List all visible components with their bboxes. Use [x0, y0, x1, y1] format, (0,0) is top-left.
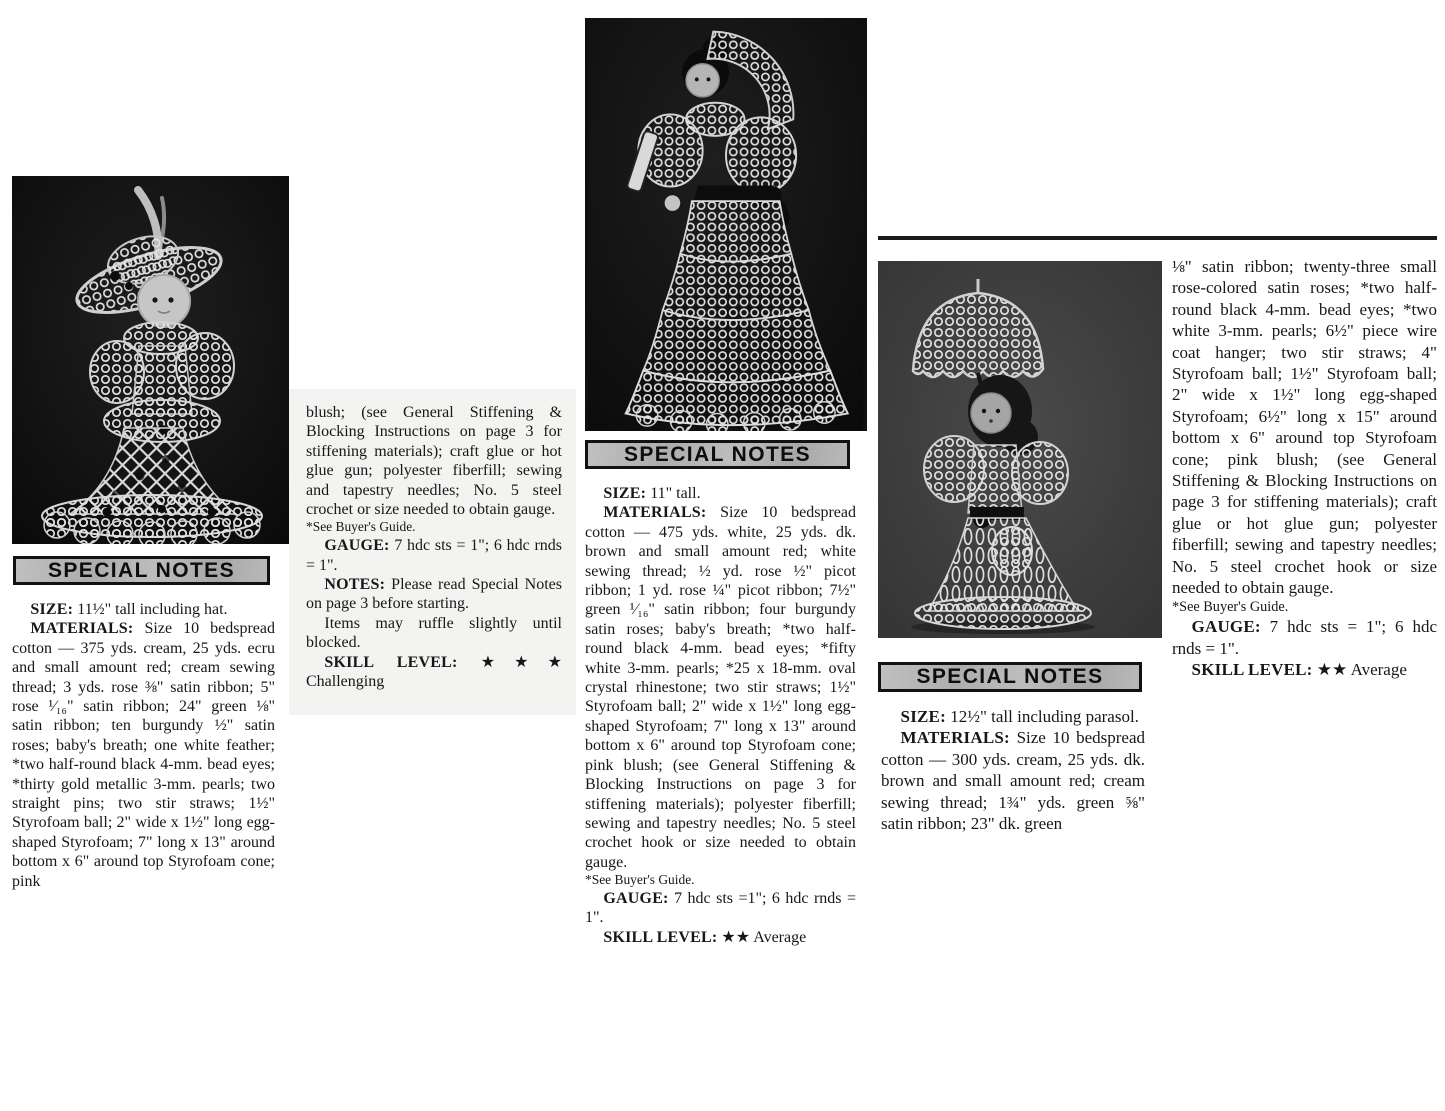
materials-label: MATERIALS: [900, 728, 1010, 748]
pattern2-buyers-guide-note: *See Buyer's Guide. [585, 872, 695, 888]
pattern1-size-line: SIZE: 11½" tall including hat. [30, 601, 228, 618]
size-label: SIZE: [900, 707, 946, 726]
special-notes-header-1 [13, 556, 270, 585]
pattern1-notes-2: Items may ruffle slightly until blocked. [306, 614, 562, 652]
pattern2-gauge: GAUGE: 7 hdc sts =1"; 6 hdc rnds = 1". [585, 889, 856, 927]
doll-tiered-gown-illustration [585, 18, 867, 431]
pattern1-skill-level: SKILL LEVEL: ★★★ Challenging [306, 653, 562, 691]
pattern1-notes: NOTES: Please read Special Notes on page 3 before starting. [306, 576, 562, 613]
materials-label: MATERIALS: [603, 504, 707, 522]
pattern3-materials: MATERIALS: Size 10 bedspread cotton — 300 yds. cream, 25 yds. dk. brown and small amount red; cream sewing thread; 1¾" yds. green ⅝" satin ribbon; 23" dk. green [881, 728, 1146, 834]
gauge-label: GAUGE: [324, 537, 390, 555]
pattern2-materials: MATERIALS: Size 10 bedspread cotton — 475 yds. white, 25 yds. dk. brown and small amount red; white sewing thread; ½ yd. rose ½" picot ribbon; 1 yd. rose ¼" picot ribbon; 7½" green ¹⁄₁₆" satin ribbon; four burgundy satin roses; baby's breath; *two half-round black 4-mm. bead eyes; *fifty white 3-mm. pearls; *25 x 18-mm. oval crystal rhinestone; two stir straws; 1½" Styrofoam ball; 2" wide x 1½" long egg-shaped Styrofoam; 7" long x 13" around bottom x 6" around top Styrofoam cone; pink blush; (see General Stiffening & Blocking Instructions on page 3 for stiffening materials); polyester fiberfill; sewing and tapestry needles; No. 5 steel crochet hook or size needed to obtain gauge. [585, 504, 856, 871]
doll-photo-tiered-gown [585, 18, 867, 431]
doll-feathered-hat-illustration [12, 176, 289, 544]
pattern1-buyers-guide-note: *See Buyer's Guide. [306, 519, 416, 535]
skill-level-label: SKILL LEVEL: [324, 653, 458, 671]
special-notes-title-1: SPECIAL NOTES [47, 558, 235, 582]
section-divider-rule [878, 236, 1437, 240]
gauge-label: GAUGE: [603, 889, 669, 907]
special-notes-title-3: SPECIAL NOTES [916, 665, 1104, 688]
pattern2-text-column [585, 484, 856, 947]
pattern3-text-column-2 [1172, 256, 1437, 681]
special-notes-header-2 [585, 440, 850, 469]
pattern1-materials-continued: blush; (see General Stiffening & Blocking Instructions on page 3 for stiffening materials); craft glue or hot glue gun; polyester fiberfill; sewing and tapestry needles; No. 5 steel crochet or size needed to obtain gauge. [306, 404, 562, 519]
doll-photo-feathered-hat [12, 176, 289, 544]
pattern3-materials-continued: ⅛" satin ribbon; twenty-three small rose-colored satin roses; *two half-round black 4-mm. bead eyes; *two white 3-mm. pearls; 6½" piece wire coat hanger; two stir straws; 4" Styrofoam ball; 1½" Styrofoam ball; 2" wide x 1½" long egg-shaped Styrofoam; 6½" long x 15" around bottom x 6" around top Styrofoam cone; pink blush; (see General Stiffening & Blocking Instructions on page 3 for stiffening materials); craft glue or hot glue gun; polyester fiberfill; sewing and tapestry needles; No. 5 steel crochet hook or size needed to obtain gauge. [1172, 257, 1437, 598]
pattern1-materials: MATERIALS: Size 10 bedspread cotton — 375 yds. cream, 25 yds. ecru and small amount red; cream sewing thread; 3 yds. rose ⅜" satin ribbon; 5" rose ¹⁄₁₆" satin ribbon; 24" green ⅛" satin ribbon; ten burgundy ½" satin roses; baby's breath; one white feather; *two half-round black 4-mm. bead eyes; *thirty gold metallic 3-mm. pearls; two straight pins; two stir straws; 1½" Styrofoam ball; 2" wide x 1½" long egg-shaped Styrofoam; 7" long x 13" around bottom x 6" around top Styrofoam cone; pink [12, 620, 276, 890]
doll-photo-parasol [878, 261, 1162, 638]
pattern3-buyers-guide-note: *See Buyer's Guide. [1172, 598, 1289, 615]
skill-level-label: SKILL LEVEL: [1191, 660, 1313, 680]
pattern1-text-column-2-block [289, 389, 576, 715]
gauge-label: GAUGE: [1191, 617, 1261, 637]
special-notes-header-3 [878, 662, 1142, 692]
pattern3-size-line: SIZE: 12½" tall including parasol. [900, 707, 1139, 726]
materials-label: MATERIALS: [30, 620, 134, 638]
size-label: SIZE: [603, 485, 647, 502]
notes-label: NOTES: [324, 576, 386, 594]
pattern3-text-column-1 [881, 706, 1145, 834]
pattern2-size-line: SIZE: 11" tall. [603, 485, 701, 502]
size-label: SIZE: [30, 601, 74, 618]
doll-parasol-illustration [878, 261, 1162, 638]
pattern2-skill-level: SKILL LEVEL: ★★ Average [603, 928, 807, 946]
skill-level-label: SKILL LEVEL: [603, 928, 718, 946]
special-notes-title-2: SPECIAL NOTES [623, 442, 811, 466]
pattern1-text-column-1 [12, 600, 275, 891]
pattern3-gauge: GAUGE: 7 hdc sts = 1"; 6 hdc rnds = 1". [1172, 617, 1437, 658]
pattern1-text-column-2 [306, 403, 562, 691]
pattern3-skill-level: SKILL LEVEL: ★★ Average [1191, 660, 1407, 680]
pattern1-gauge: GAUGE: 7 hdc sts = 1"; 6 hdc rnds = 1". [306, 537, 562, 574]
